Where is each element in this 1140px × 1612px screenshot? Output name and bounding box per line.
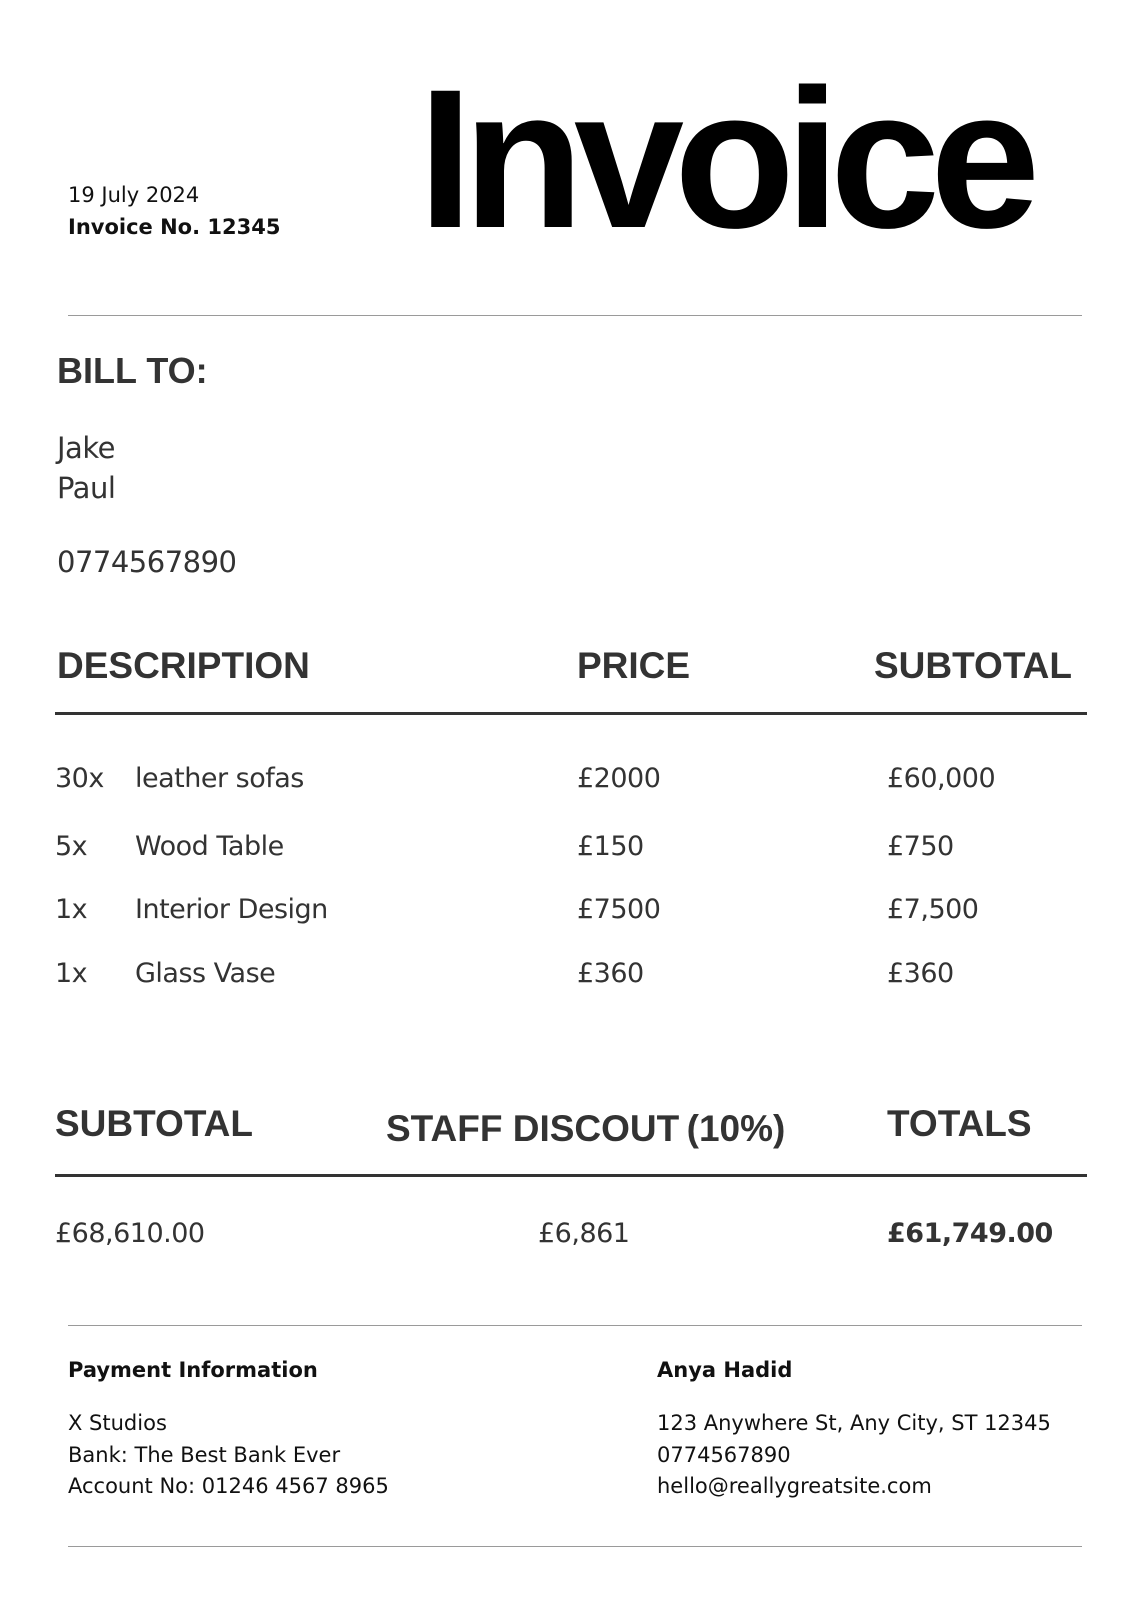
item-price: £2000 (577, 763, 661, 794)
total-value: £61,749.00 (887, 1218, 1053, 1249)
subtotal-value: £68,610.00 (55, 1218, 205, 1249)
item-price: £150 (577, 831, 644, 862)
bill-to-last-name: Paul (57, 471, 116, 505)
sender-address: 123 Anywhere St, Any City, ST 12345 (657, 1411, 1051, 1435)
invoice-title: Invoice (418, 48, 1031, 269)
totals-header-divider (55, 1174, 1087, 1177)
header-divider (68, 315, 1082, 316)
invoice-date: 19 July 2024 (68, 183, 200, 207)
sender-phone: 0774567890 (657, 1443, 791, 1467)
item-subtotal: £750 (887, 831, 954, 862)
totals-header-subtotal: SUBTOTAL (55, 1103, 254, 1144)
item-description: Wood Table (135, 831, 284, 862)
discount-value: £6,861 (538, 1218, 630, 1249)
item-quantity: 1x (55, 894, 88, 925)
payment-company: X Studios (68, 1411, 167, 1435)
column-header-description: DESCRIPTION (57, 645, 310, 686)
footer-top-divider (68, 1325, 1082, 1326)
payment-info-heading: Payment Information (68, 1358, 318, 1382)
totals-header-staff-discount: STAFF DISCOUT (10%) (386, 1108, 786, 1149)
item-subtotal: £60,000 (887, 763, 996, 794)
item-price: £360 (577, 958, 644, 989)
item-description: Interior Design (135, 894, 328, 925)
item-subtotal: £360 (887, 958, 954, 989)
footer-bottom-divider (68, 1546, 1082, 1547)
totals-header-totals: TOTALS (887, 1103, 1032, 1144)
column-header-price: PRICE (577, 645, 691, 686)
item-quantity: 1x (55, 958, 88, 989)
payment-bank: Bank: The Best Bank Ever (68, 1443, 341, 1467)
bill-to-heading: BILL TO: (57, 350, 208, 391)
column-header-subtotal: SUBTOTAL (874, 645, 1073, 686)
bill-to-first-name: Jake (57, 431, 115, 465)
payment-account: Account No: 01246 4567 8965 (68, 1474, 389, 1498)
invoice-number: Invoice No. 12345 (68, 215, 281, 239)
item-quantity: 30x (55, 763, 104, 794)
item-subtotal: £7,500 (887, 894, 979, 925)
item-price: £7500 (577, 894, 661, 925)
sender-name: Anya Hadid (657, 1358, 793, 1382)
item-description: leather sofas (135, 763, 304, 794)
bill-to-phone: 0774567890 (57, 545, 237, 579)
sender-email: hello@reallygreatsite.com (657, 1474, 932, 1498)
items-header-divider (55, 712, 1087, 715)
item-quantity: 5x (55, 831, 88, 862)
item-description: Glass Vase (135, 958, 276, 989)
